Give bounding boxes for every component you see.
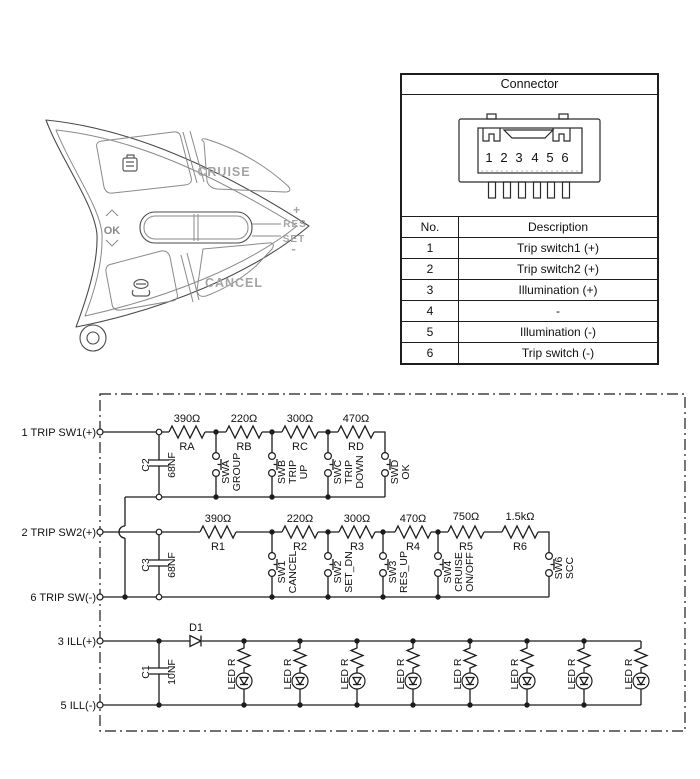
- resistor-value: 750Ω: [452, 511, 480, 523]
- led-resistor-label: LED R: [623, 658, 635, 690]
- switch-label: SET_DN: [343, 551, 355, 593]
- capacitor-name: C1: [140, 665, 152, 679]
- table-row: [402, 279, 657, 300]
- schematic-pin-labels: [22, 427, 96, 712]
- pin-label: 5 ILL(-): [60, 700, 96, 712]
- bottom-button-band: [106, 243, 273, 310]
- trip-sw2-row: [103, 511, 576, 600]
- pin-number: 1: [485, 150, 493, 165]
- switch-label: DOWN: [354, 455, 366, 489]
- led-resistor-label: LED R: [339, 658, 351, 690]
- switch-label: SWC: [332, 459, 344, 485]
- switch-label: SW1: [276, 560, 288, 584]
- button-divider: [181, 253, 199, 302]
- resistor-name: RB: [236, 441, 252, 453]
- switch-label: SW4: [442, 560, 454, 584]
- resistor-name: RA: [179, 441, 195, 453]
- connector-drawing-cell: [402, 95, 657, 217]
- cancel-label: CANCEL: [204, 276, 264, 290]
- switch-label: SWB: [276, 460, 288, 484]
- mounting-tab: [80, 325, 106, 351]
- led-resistor-label: LED R: [282, 658, 294, 690]
- pin-number: 3: [515, 150, 523, 165]
- switch-label: SW3: [387, 560, 399, 584]
- led-branch: [452, 638, 478, 707]
- cell-no: 2: [402, 259, 459, 279]
- cell-description: -: [556, 304, 560, 318]
- pin-number: 2: [500, 150, 508, 165]
- resistor-value: 390Ω: [173, 413, 201, 425]
- connector-table: [400, 73, 659, 365]
- switch-label: CRUISE: [453, 552, 465, 592]
- pin-number: 4: [531, 150, 539, 165]
- resistor-value: 220Ω: [286, 513, 314, 525]
- cell-description: Trip switch1 (+): [517, 241, 599, 255]
- led-branch: [566, 638, 592, 707]
- led-resistor-label: LED R: [509, 658, 521, 690]
- table-header-row: [402, 217, 657, 237]
- led-resistor-label: LED R: [395, 658, 407, 690]
- switch-label: SW2: [332, 560, 344, 584]
- table-row: [402, 258, 657, 279]
- table-row: [402, 321, 657, 342]
- switch-label: SW6: [553, 556, 565, 580]
- pin-label: 6 TRIP SW(-): [30, 592, 96, 604]
- capacitor-value: 68NF: [166, 452, 178, 478]
- chevron-down-icon: [106, 240, 118, 246]
- rocker-switch: [140, 212, 281, 243]
- switch-label: ON/OFF: [464, 552, 476, 592]
- steering-switch-illustration: [25, 95, 337, 363]
- trip-display-icon: [123, 155, 137, 171]
- connector-drawing: [402, 95, 657, 216]
- led-resistor-label: LED R: [566, 658, 578, 690]
- resistor-name: R1: [210, 541, 226, 553]
- resistor-name: R6: [512, 541, 528, 553]
- minus-label: -: [291, 241, 297, 256]
- switch-label: GROUP: [231, 452, 243, 492]
- cruise-label: CRUISE: [197, 165, 251, 179]
- capacitor-value: 10NF: [166, 659, 178, 685]
- connector-table-title: Connector: [402, 75, 657, 95]
- res-label: RES: [283, 219, 307, 230]
- switch-label: TRIP: [343, 460, 355, 484]
- pin-label: 2 TRIP SW2(+): [21, 527, 96, 539]
- capacitor-name: C3: [140, 558, 152, 572]
- table-row: [402, 300, 657, 321]
- led-branch: [226, 638, 252, 707]
- switch-label: CANCEL: [287, 550, 299, 594]
- led-branch: [623, 641, 649, 705]
- led-resistor-label: LED R: [452, 658, 464, 690]
- switch-label: TRIP: [287, 460, 299, 484]
- cell-description: Trip switch (-): [521, 346, 595, 360]
- cell-no: 1: [402, 238, 459, 258]
- resistor-name: RC: [292, 441, 308, 453]
- led-branch: [509, 638, 535, 707]
- resistor-value: 470Ω: [399, 513, 427, 525]
- resistor-value: 220Ω: [230, 413, 258, 425]
- capacitor-name: C2: [140, 458, 152, 472]
- resistor-value: 470Ω: [342, 413, 370, 425]
- switch-label: RES_UP: [398, 550, 410, 594]
- table-row: [402, 237, 657, 258]
- chevron-up-icon: [106, 210, 118, 216]
- diode-symbol: [190, 636, 201, 647]
- illumination-row: [103, 622, 649, 708]
- ok-label: OK: [103, 225, 121, 237]
- pin-label: 3 ILL(+): [57, 636, 96, 648]
- resistor-name: R5: [458, 541, 474, 553]
- cell-no: 4: [402, 301, 459, 321]
- led-resistor-label: LED R: [226, 658, 238, 690]
- connector-pin-numbers: [485, 150, 568, 165]
- cell-no: 5: [402, 322, 459, 342]
- resistor-value: 300Ω: [343, 513, 371, 525]
- led-branch: [282, 638, 308, 707]
- resistor-value: 300Ω: [286, 413, 314, 425]
- cell-description: Illumination (+): [518, 283, 598, 297]
- pin-label: 1 TRIP SW1(+): [21, 427, 96, 439]
- cell-description: Illumination (-): [519, 325, 597, 339]
- switch-label: SWA: [220, 460, 232, 484]
- cell-no: 3: [402, 280, 459, 300]
- resistor-name: R4: [405, 541, 421, 553]
- set-label: SET: [282, 234, 306, 245]
- circuit-schematic: [0, 385, 700, 779]
- resistor-name: R2: [292, 541, 308, 553]
- diode-label: D1: [188, 622, 204, 634]
- middle-band: [104, 203, 307, 256]
- switch-label: SCC: [564, 556, 576, 580]
- switch-label: UP: [298, 464, 310, 480]
- resistor-name: RD: [348, 441, 364, 453]
- driver-assist-icon: [132, 280, 149, 297]
- table-header-description: Description: [527, 220, 589, 234]
- resistor-value: 1.5kΩ: [505, 511, 535, 523]
- cell-no: 6: [402, 343, 459, 363]
- capacitor-value: 68NF: [166, 552, 178, 578]
- led-branch: [395, 638, 421, 707]
- switch-label: SWD: [389, 459, 401, 485]
- pin-number: 6: [561, 150, 569, 165]
- led-branch: [339, 638, 365, 707]
- table-header-no: No.: [402, 217, 459, 237]
- cell-description: Trip switch2 (+): [517, 262, 599, 276]
- pin-number: 5: [546, 150, 554, 165]
- plus-label: +: [292, 203, 302, 217]
- switch-label: OK: [400, 464, 412, 480]
- resistor-name: R3: [349, 541, 365, 553]
- resistor-value: 390Ω: [204, 513, 232, 525]
- table-row: [402, 342, 657, 363]
- led-branches: [226, 638, 649, 707]
